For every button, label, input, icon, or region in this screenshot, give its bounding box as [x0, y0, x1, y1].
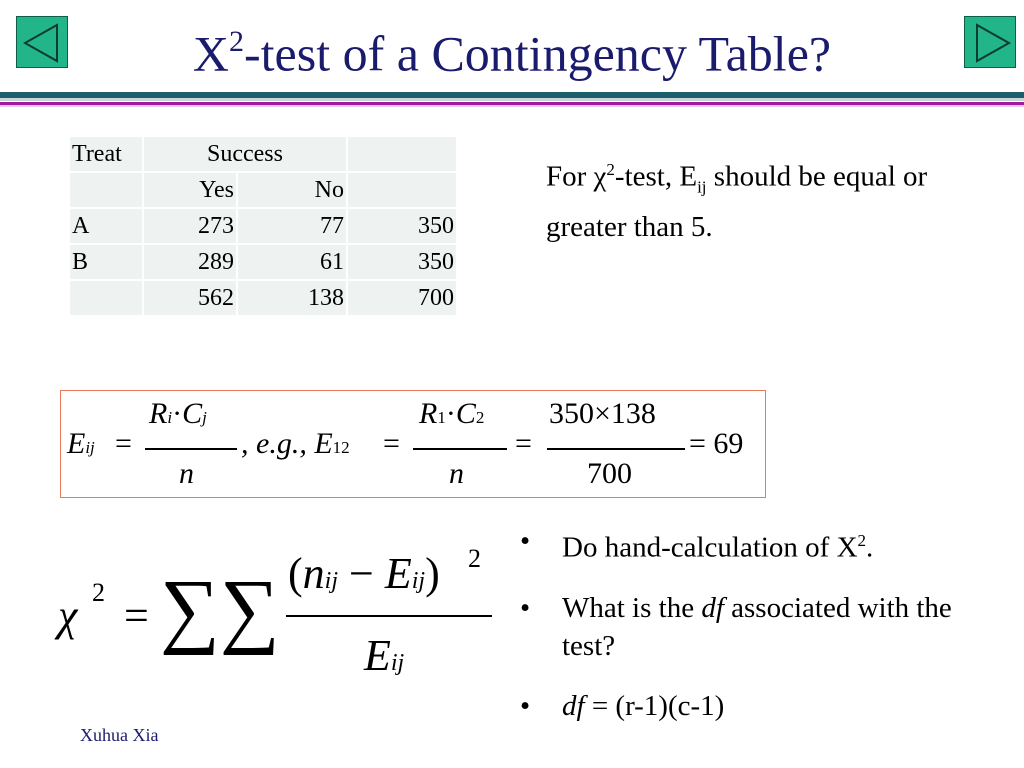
fraction-line — [286, 615, 492, 617]
formula-numerator: 350×138 — [549, 397, 656, 430]
formula-e: Eij — [67, 427, 95, 460]
fraction-line — [413, 448, 507, 450]
list-item: • df = (r-1)(c-1) — [520, 687, 1000, 725]
table-cell — [347, 172, 457, 208]
formula-denominator: n — [179, 457, 194, 490]
fraction-line — [145, 448, 237, 450]
slide-title: $X^2$-test of a Contingency Table? — [192, 25, 832, 82]
formula-denominator: n — [449, 457, 464, 490]
double-sum-symbol: ∑∑ — [160, 563, 280, 656]
fraction-line — [547, 448, 685, 450]
table-row — [69, 280, 457, 316]
table-cell: 350 — [347, 244, 457, 280]
table-cell — [69, 172, 143, 208]
chi-numerator: (nij − Eij) — [288, 549, 440, 598]
table-cell: 61 — [237, 244, 347, 280]
expected-count-note: For $\chi^2$-test, $E_{ij}$ should be equal or greater than 5. — [546, 160, 928, 244]
table-header-row — [69, 136, 457, 172]
header-success: Success — [143, 136, 347, 172]
header-no: No — [237, 172, 347, 208]
formula-denominator: 700 — [587, 457, 632, 490]
formula-equals: = — [515, 427, 532, 460]
formula-equals: = — [124, 591, 149, 640]
list-item: • Do hand-calculation of $X^2$. — [520, 522, 1000, 567]
table-cell: A — [69, 208, 143, 244]
table-cell: 273 — [143, 208, 237, 244]
table-cell: 350 — [347, 208, 457, 244]
formula-equals: = — [115, 427, 132, 460]
title-divider — [0, 98, 1024, 101]
table-cell — [347, 136, 457, 172]
author-footer: Xuhua Xia — [80, 725, 159, 745]
table-cell: 289 — [143, 244, 237, 280]
chi-numerator-exponent: 2 — [468, 544, 481, 573]
header-yes: Yes — [143, 172, 237, 208]
formula-result: = 69 — [689, 427, 744, 460]
chi-symbol: χ — [58, 591, 78, 640]
table-cell: B — [69, 244, 143, 280]
list-item: • What is the df associated with the test? — [520, 589, 1000, 665]
formula-eg: , e.g., E12 — [241, 427, 350, 460]
header-treat: Treat — [69, 136, 143, 172]
table-cell: 77 — [237, 208, 347, 244]
expected-value-formula — [60, 390, 766, 498]
contingency-table — [68, 135, 458, 317]
formula-numerator: Ri·Cj — [149, 397, 207, 430]
table-cell — [69, 280, 143, 316]
table-cell: 138 — [237, 280, 347, 316]
bullet-list — [520, 522, 1000, 747]
table-cell: 700 — [347, 280, 457, 316]
chi-denominator: Eij — [364, 631, 405, 680]
title-divider — [0, 105, 1024, 107]
formula-numerator: R1·C2 — [419, 397, 485, 430]
table-row — [69, 244, 457, 280]
table-cell: 562 — [143, 280, 237, 316]
table-subheader-row — [69, 172, 457, 208]
table-row — [69, 208, 457, 244]
formula-equals: = — [383, 427, 400, 460]
chi-exponent: 2 — [92, 578, 105, 607]
